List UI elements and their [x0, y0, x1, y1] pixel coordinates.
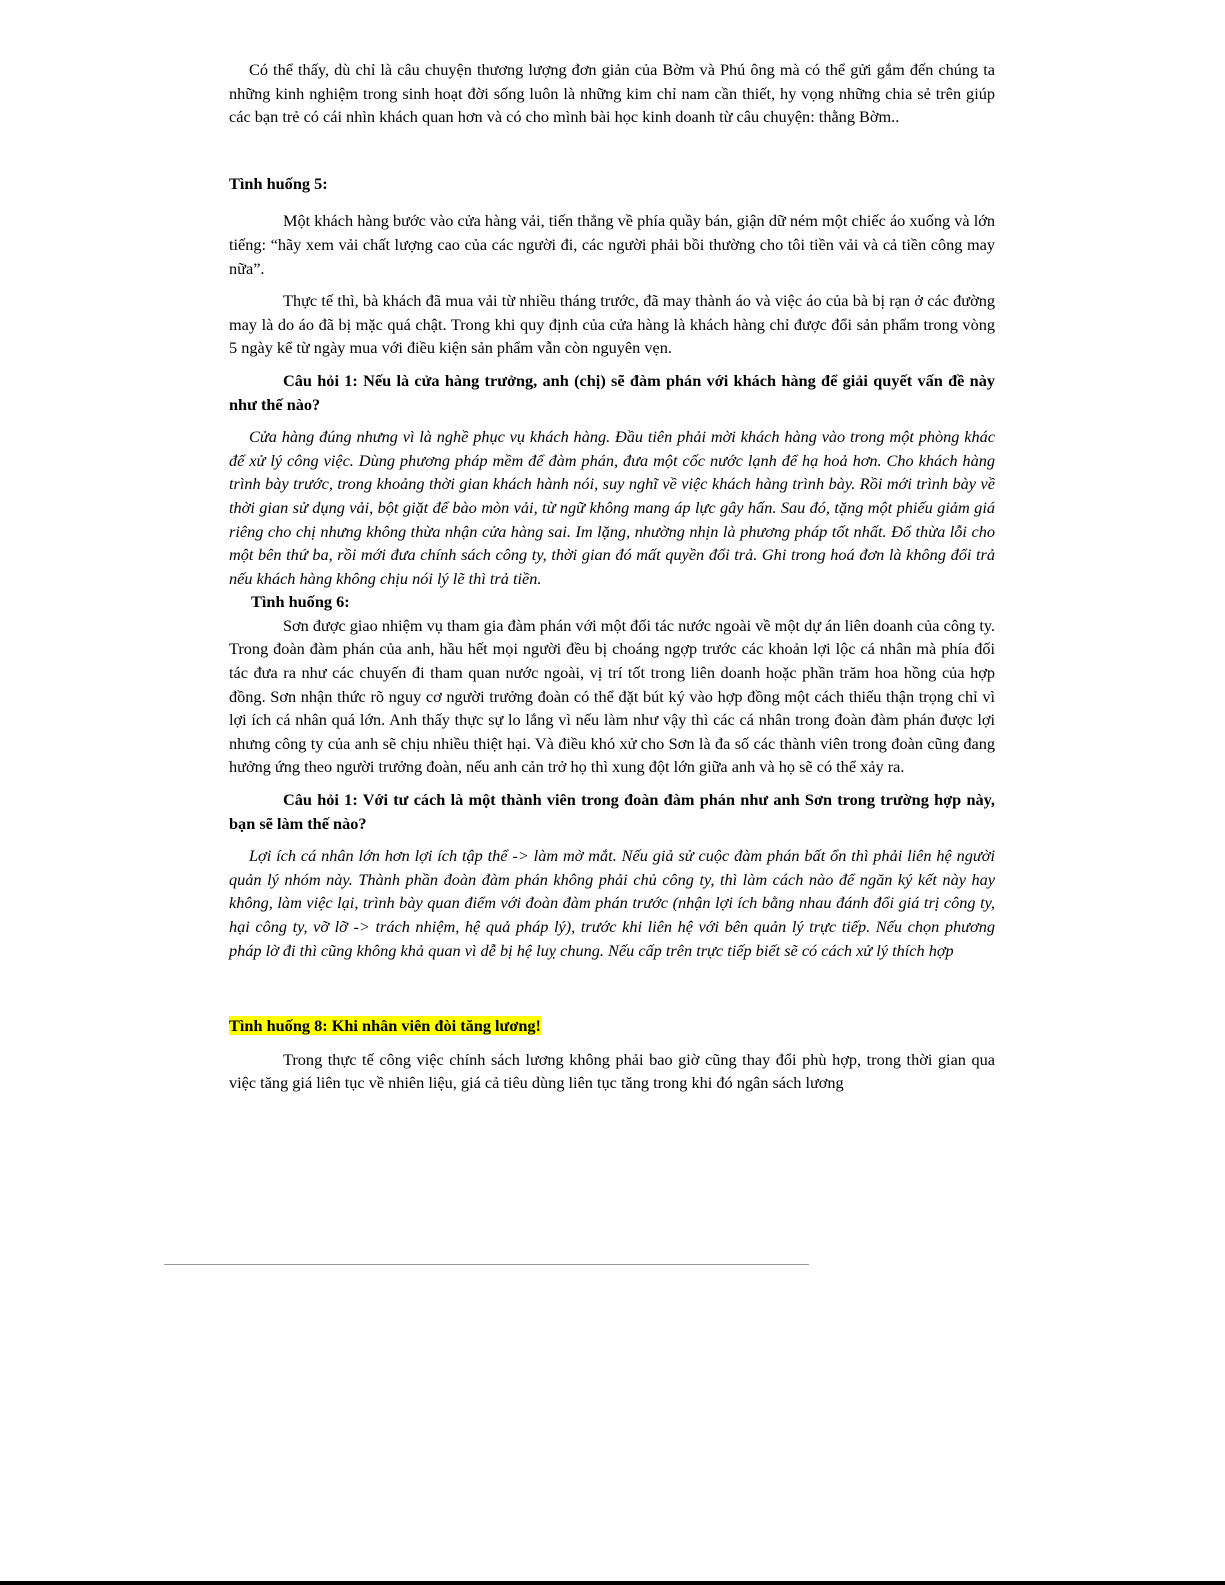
case6-question: Câu hỏi 1: Với tư cách là một thành viên trong đoàn đàm phán như anh Sơn trong trường hợp này, bạn sẽ làm thế nào? — [229, 790, 995, 833]
case5-answer: Cửa hàng đúng nhưng vì là nghề phục vụ khách hàng. Đầu tiên phải mời khách hàng vào trong một phòng khác để xử lý công việc. Dùng phương pháp mềm để đàm phán, đưa một cốc nước lạnh để hạ hoả hơn. Cho khách hàng trình bày trước, trong khoảng thời gian khách hành nói, suy nghĩ về việc khách hàng trình bày. Rồi mới trình bày về thời gian sử dụng vải, bột giặt để bào mòn vải, từ ngữ không mang áp lực gây hấn. Sau đó, tặng một phiếu giảm giá riêng cho chị nhưng không thừa nhận cửa hàng sai. Im lặng, nhường nhịn là phương pháp tốt nhất. Đổ thừa lỗi cho một bên thứ ba, rồi mới đưa chính sách công ty, thời gian đó mất quyền đổi trả. Ghi trong hoá đơn là không đổi trả nếu khách hàng không chịu nói lý lẽ thì trả tiền. — [229, 427, 995, 588]
page-footer-divider — [164, 1264, 809, 1265]
intro-paragraph: Có thể thấy, dù chỉ là câu chuyện thương lượng đơn giản của Bờm và Phú ông mà có thể gửi gắm đến chúng ta những kinh nghiệm trong sinh hoạt đời sống luôn là những kim chỉ nam cần thiết, hy vọng những chia sẻ trên giúp các bạn trẻ có cái nhìn khách quan hơn và có cho mình bài học kinh doanh từ câu chuyện: thằng Bờm.. — [229, 60, 995, 127]
case5-paragraph-1: Một khách hàng bước vào cửa hàng vải, tiến thẳng về phía quầy bán, giận dữ ném một chiếc áo xuống và lớn tiếng: “hãy xem vải chất lượng cao của các người đi, các người phải bồi thường cho tôi tiền vải và cả tiền công may nữa”. — [229, 211, 995, 278]
case6-paragraph-1: Sơn được giao nhiệm vụ tham gia đàm phán với một đối tác nước ngoài về một dự án liên doanh của công ty. Trong đoàn đàm phán của anh, hầu hết mọi người đều bị choáng ngợp trước các khoản lợi lộc cá nhân mà phía đối tác đưa ra như các chuyến đi tham quan nước ngoài, vị trí tốt trong liên doanh hoặc phần trăm hoa hồng của hợp đồng. Sơn nhận thức rõ nguy cơ người trưởng đoàn có thể đặt bút ký vào hợp đồng một cách thiếu thận trọng chỉ vì lợi ích cá nhân quá lớn. Anh thấy thực sự lo lắng vì nếu làm như vậy thì các cá nhân trong đoàn đàm phán được lợi nhưng công ty của anh sẽ chịu nhiều thiệt hại. Và điều khó xử cho Sơn là đa số các thành viên trong đoàn cũng đang hưởng ứng theo người trưởng đoàn, nếu anh cản trở họ thì xung đột lớn giữa anh và họ sẽ có thể xảy ra. — [229, 615, 995, 777]
case6-heading: Tình huống 6: — [251, 592, 350, 612]
case6-answer: Lợi ích cá nhân lớn hơn lợi ích tập thể -> làm mờ mắt. Nếu giả sử cuộc đàm phán bất ổn thì phải liên hệ người quản lý nhóm này. Thành phần đoàn đàm phán không phải chủ công ty, thì làm cách nào để ngăn ký kết này hay không, làm việc lại, trình bày quan điểm với đoàn đàm phán trước (nhận lợi ích bằng nhau đánh đổi giá trị công ty, hại công ty, vỡ lỡ -> trách nhiệm, hệ quả pháp lý), trước khi liên hệ với bên quản lý trực tiếp. Nếu chọn phương pháp lờ đi thì cũng không khả quan vì dễ bị hệ luỵ chung. Nếu cấp trên trực tiếp biết sẽ có cách xử lý thích hợp — [229, 846, 995, 960]
case8-heading: Tình huống 8: Khi nhân viên đòi tăng lương! — [229, 1016, 541, 1036]
case8-heading-wrapper — [229, 1014, 995, 1038]
page-bottom-edge — [0, 1581, 1225, 1585]
document-page — [229, 58, 995, 1095]
case5-paragraph-2: Thực tế thì, bà khách đã mua vải từ nhiều tháng trước, đã may thành áo và việc áo của bà bị rạn ở các đường may là do áo đã bị mặc quá chật. Trong khi quy định của cửa hàng là khách hàng chỉ được đổi sản phẩm trong vòng 5 ngày kể từ ngày mua với điều kiện sản phẩm vẫn còn nguyên vẹn. — [229, 291, 995, 358]
case5-question: Câu hỏi 1: Nếu là cửa hàng trưởng, anh (chị) sẽ đàm phán với khách hàng để giải quyết vấn đề này như thế nào? — [229, 370, 995, 414]
case8-paragraph-1: Trong thực tế công việc chính sách lương không phải bao giờ cũng thay đổi phù hợp, trong thời gian qua việc tăng giá liên tục về nhiên liệu, giá cả tiêu dùng liên tục tăng trong khi đó ngân sách lương — [229, 1049, 995, 1093]
case5-heading: Tình huống 5: — [229, 173, 328, 193]
